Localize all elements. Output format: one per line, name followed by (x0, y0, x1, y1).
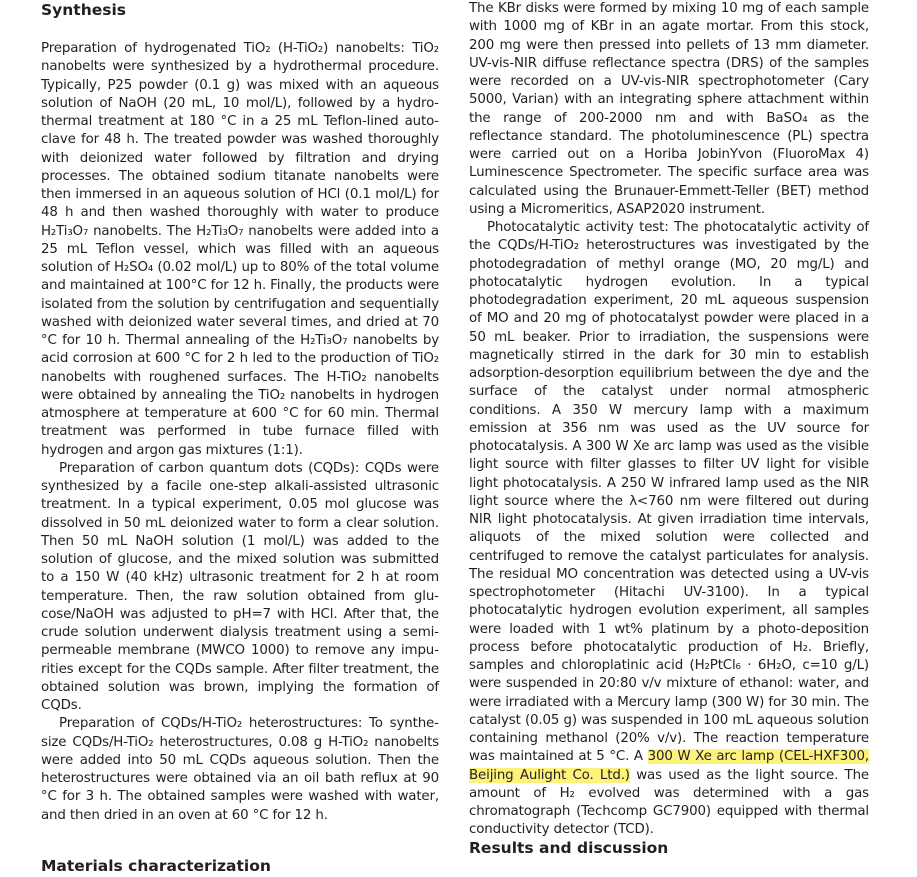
paragraph-hydrogenated-tio2: Preparation of hydrogenated TiO₂ (H-TiO₂) nanobelts: TiO₂ nanobelts were synthesized by a hydrothermal procedure. Typically, P25 powder (0.1 g) was mixed with an aqueous solution of NaOH (20 mL, 10 mol/L), followed by a hydrothermal treatment at 180 °C in a 25 mL Teflon-lined autoclave for 48 h. The treated powder was washed thoroughly with deionized water followed by filtration and drying processes. The obtained sodium titanate nanobelts were then immersed in an aqueous solution of HCl (0.1 mol/L) for 48 h and then washed thoroughly with water to produce H₂Ti₃O₇ nanobelts. The H₂Ti₃O₇ nanobelts were added into a 25 mL Teflon vessel, which was filled with an aqueous solution of H₂SO₄ (0.02 mol/L) up to 80% of the total volume and maintained at 100°C for 12 h. Finally, the products were isolated from the solution by centrifugation and sequentially washed with deionized water several times, and dried at 70 °C for 10 h. Thermal annealing of the H₂Ti₃O₇ nanobelts by acid corrosion at 600 °C for 2 h led to the production of TiO₂ nanobelts with roughened surfaces. The H-TiO₂ nanobelts were obtained by annealing the TiO₂ nanobelts in hydrogen atmosphere at temperature at 600 °C for 60 min. Thermal treatment was performed in tube furnace filled with hydrogen and argon gas mixtures (1:1). (41, 41, 439, 458)
right-column (469, 0, 869, 840)
paragraph-kbr-disks: The KBr disks were formed by mixing 10 mg of each sample with 1000 mg of KBr in an agate mortar. From this stock, 200 mg were then pressed into pellets of 13 mm diameter. UV-vis-NIR diffuse reflectance spectra (DRS) of the samples were recorded on a UV-vis-NIR spectrophotometer (Cary 5000, Varian) with an integrating sphere attachment within the range of 200-2000 nm and with BaSO₄ as the reflectance standard. The photoluminescence (PL) spectra were carried out on a Horiba JobinYvon (FluoroMax 4) Luminescence Spectrometer. The specific surface area was calculated using the Brunauer-Emmett-Teller (BET) method using a Micromeritics, ASAP2020 instrument. (469, 1, 869, 217)
section-heading-synthesis: Synthesis (41, 1, 127, 19)
photocatalytic-text-before: Photocatalytic activity test: The photocatalytic activity of the CQDs/H-TiO₂ heterostructures was investigated by the photodegradation of methyl orange (MO, 20 mg/L) and photocatalytic hydrogen evolution. In a typical photodegradation experiment, 20 mL aqueous suspension of MO and 20 mg of photocatalyst powder were placed in a 50 mL beaker. Prior to irradiation, the suspensions were magnetically stirred in the dark for 30 min to establish adsorption-desorption equilibrium between the dye and the surface of the catalyst under normal atmospheric conditions. A 350 W mercury lamp with a maximum emission at 356 nm was used as the UV source for photocatalysis. A 300 W Xe arc lamp was used as the visible light source with filter glasses to filter UV light for visible light photocatalysis. A 250 W infrared lamp used as the NIR light source where the λ<760 nm were filtered out during NIR light photocatalysis. At given irradiation time intervals, aliquots of the mixed solution were collected and centrifuged to remove the catalyst particulates for analysis. The residual MO concentration was detected using a UV-vis spectrophotometer (Hitachi UV-3100). In a typical photocatalytic hydrogen evolution experiment, all samples were loaded with 1 wt% platinum by a photo-deposition process before photocatalytic production of H₂. Briefly, samples and chloroplatinic acid (H₂PtCl₆ · 6H₂O, c=10 g/L) were suspended in 20:80 v/v mixture of ethanol: water, and were irradiated with a Mercury lamp (300 W) for 30 min. The catalyst (0.05 g) was suspended in 100 mL aqueous solution containing methanol (20% v/v). The reaction temperature was maintained at 5 °C. A (469, 220, 869, 765)
paragraph-photocatalytic-test (469, 219, 869, 840)
section-heading-results-and-discussion: Results and discussion (469, 839, 669, 857)
paragraph-carbon-quantum-dots: Preparation of carbon quantum dots (CQDs): CQDs were synthesized by a facile one-step alkali-assisted ultrasonic treatment. In a typical experiment, 0.05 mol glucose was dissolved in 50 mL deionized water to form a clear solution. Then 50 mL NaOH solution (1 mol/L) was added to the solution of glucose, and the mixed solution was submitted to a 150 W (40 kHz) ultrasonic treatment for 2 h at room temperature. Then, the raw solution obtained from glucose/NaOH was adjusted to pH=7 with HCl. After that, the crude solution underwent dialysis treatment using a semipermeable membrane (MWCO 1000) to remove any impurities except for the CQDs sample. After filter treatment, the obtained solution was brown, implying the formation of CQDs. (41, 460, 439, 713)
left-column (41, 40, 439, 825)
paragraph-heterostructures: Preparation of CQDs/H-TiO₂ heterostructures: To synthesize CQDs/H-TiO₂ heterostructures, 0.08 g H-TiO₂ nanobelts were added into 50 mL CQDs aqueous solution. Then the heterostructures were obtained via an oil bath reflux at 90 °C for 3 h. The obtained samples were washed with water, and then dried in an oven at 60 °C for 12 h. (41, 716, 439, 823)
highlighted-light-source: 300 W Xe arc lamp (CEL-HXF300, Beijing Aulight Co. Ltd.) (469, 749, 869, 783)
section-heading-materials-characterization: Materials characterization (41, 857, 271, 875)
photocatalytic-text-after: was used as the light source. The amount of H₂ evolved was determined with a gas chromatograph (Techcomp GC7900) equipped with thermal conductivity detector (TCD). (469, 767, 870, 838)
